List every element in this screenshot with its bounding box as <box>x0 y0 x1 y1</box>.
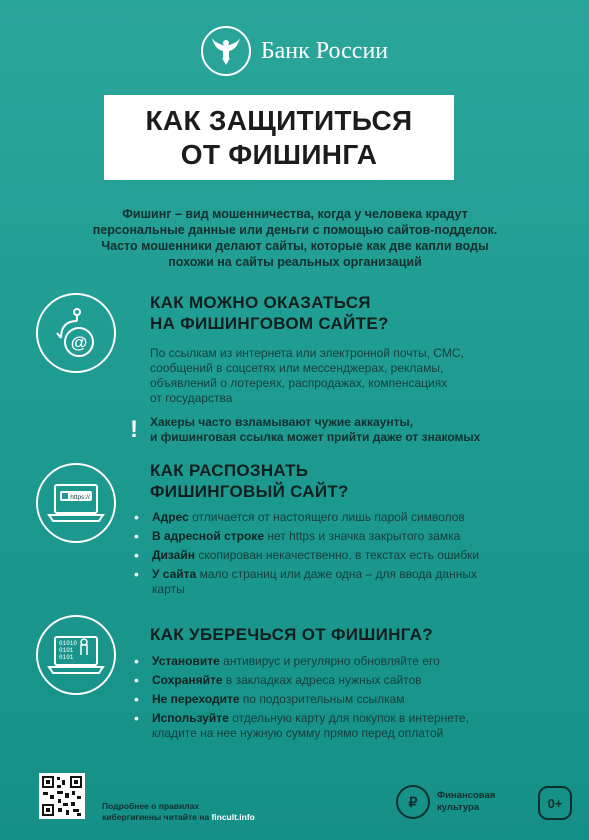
section-2-title-line: ФИШИНГОВЫЙ САЙТ? <box>150 482 349 501</box>
bullet-icon: • <box>134 653 139 669</box>
binary-line: 0101 <box>59 647 74 654</box>
binary-line: 01010 <box>59 640 78 647</box>
list-item <box>132 692 469 707</box>
bullet-icon: • <box>134 547 139 563</box>
intro-paragraph <box>60 206 530 270</box>
section-3-title <box>150 624 433 645</box>
intro-line: Фишинг – вид мошенничества, когда у человека крадут <box>122 207 468 221</box>
title-line-1: КАК ЗАЩИТИТЬСЯ <box>145 104 413 136</box>
bullet-icon: • <box>134 710 139 726</box>
section-1-text-line: от государства <box>150 391 233 405</box>
bullet-text: в закладках адреса нужных сайтов <box>222 673 422 687</box>
bullet-bold: У сайта <box>152 567 197 581</box>
laptop-https-icon <box>36 463 116 543</box>
list-item <box>132 567 479 597</box>
title-line-2: ОТ ФИШИНГА <box>180 138 378 170</box>
bullet-text: карты <box>152 582 185 596</box>
intro-line: персональные данные или деньги с помощью сайтов-подделок. <box>92 223 498 237</box>
bullet-text: скопирован некачественно, в текстах есть ошибки <box>195 548 480 562</box>
footer-note-line: Подробнее о правилах <box>102 801 200 811</box>
fin-line: Финансовая <box>437 790 496 801</box>
list-item <box>132 510 479 525</box>
warning-text <box>150 415 480 445</box>
bullet-icon: • <box>134 509 139 525</box>
qr-code-icon[interactable] <box>39 773 85 819</box>
bullet-text: нет https и значка закрытого замка <box>264 529 461 543</box>
financial-culture-text <box>437 790 495 814</box>
list-item <box>132 548 479 563</box>
section-1-title <box>150 292 389 334</box>
bullet-bold: Установите <box>152 654 220 668</box>
section-1-text-line: По ссылкам из интернета или электронной почты, СМС, <box>150 346 464 360</box>
list-item <box>132 711 469 741</box>
section-1-text-line: сообщений в соцсетях или мессенджерах, рекламы, <box>150 361 444 375</box>
svg-text:@: @ <box>70 333 88 352</box>
list-item <box>132 673 469 688</box>
bullet-text: отдельную карту для покупок в интернете, <box>228 711 469 725</box>
fin-line: культура <box>437 802 480 813</box>
ruble-icon: ₽ <box>396 785 430 819</box>
bullet-bold: Адрес <box>152 510 189 524</box>
brand-header <box>0 26 589 76</box>
age-rating-badge: 0+ <box>538 786 572 820</box>
bullet-text: антивирус и регулярно обновляйте его <box>219 654 440 668</box>
section-3-title-line: КАК УБЕРЕЧЬСЯ ОТ ФИШИНГА? <box>150 625 433 644</box>
bullet-icon: • <box>134 528 139 544</box>
section-3-list <box>132 654 469 745</box>
brand-name: Банк России <box>260 37 389 64</box>
section-2-title <box>150 460 349 502</box>
section-1-title-line: КАК МОЖНО ОКАЗАТЬСЯ <box>150 293 371 312</box>
footer-note <box>102 801 255 823</box>
section-2-list <box>132 510 479 601</box>
binary-line: 0101 <box>59 654 74 661</box>
list-item <box>132 529 479 544</box>
footer-note-line: кибергигиены читайте на <box>102 812 210 822</box>
warning-note <box>130 415 480 445</box>
bullet-icon: • <box>134 566 139 582</box>
section-1-text-line: объявлений о лотереях, распродажах, компенсациях <box>150 376 448 390</box>
section-2-title-line: КАК РАСПОЗНАТЬ <box>150 461 309 480</box>
warning-line: Хакеры часто взламывают чужие аккаунты, <box>150 415 414 429</box>
intro-line: похожи на сайты реальных организаций <box>168 255 422 269</box>
bullet-text: мало страниц или даже одна – для ввода данных <box>196 567 477 581</box>
bullet-bold: Используйте <box>152 711 229 725</box>
eagle-emblem-icon <box>201 26 251 76</box>
exclamation-icon: ! <box>130 416 138 443</box>
bullet-bold: В адресной строке <box>152 529 264 543</box>
bullet-text: по подозрительным ссылкам <box>239 692 405 706</box>
bullet-bold: Сохраняйте <box>152 673 223 687</box>
bullet-icon: • <box>134 672 139 688</box>
hook-at-icon <box>36 293 116 373</box>
section-1-text <box>150 346 464 406</box>
list-item <box>132 654 469 669</box>
bullet-text: отличается от настоящего лишь парой символов <box>188 510 465 524</box>
intro-line: Часто мошенники делают сайты, которые как две капли воды <box>101 239 489 253</box>
page-title <box>104 95 454 180</box>
bullet-bold: Дизайн <box>152 548 196 562</box>
financial-culture-logo <box>396 785 495 819</box>
https-url-text: https:// <box>70 494 90 501</box>
fincult-link[interactable]: fincult.info <box>211 812 255 822</box>
section-1-title-line: НА ФИШИНГОВОМ САЙТЕ? <box>150 314 389 333</box>
bullet-icon: • <box>134 691 139 707</box>
laptop-binary-icon <box>36 615 116 695</box>
warning-line: и фишинговая ссылка может прийти даже от знакомых <box>150 430 481 444</box>
bullet-text: кладите на нее нужную сумму прямо перед оплатой <box>152 726 444 740</box>
bullet-bold: Не переходите <box>152 692 240 706</box>
